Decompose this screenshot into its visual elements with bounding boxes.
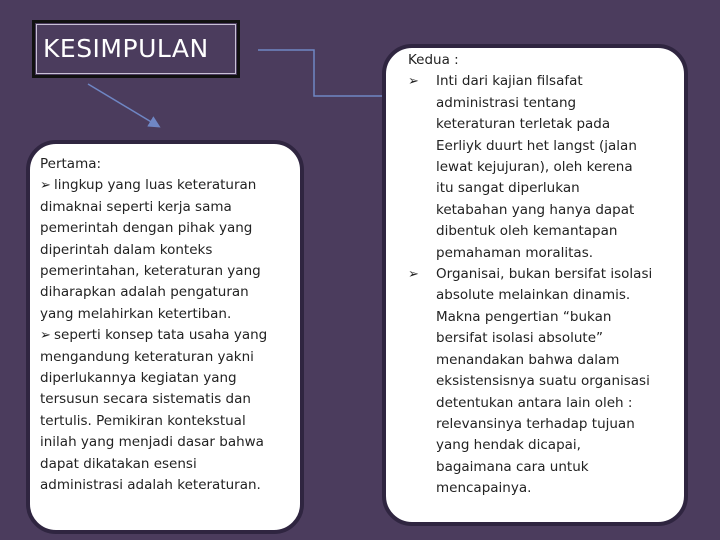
right-card (382, 44, 688, 526)
text-line: diperlukannya kegiatan yang (40, 370, 237, 387)
text-line: pemerintahan, keteraturan yang (40, 263, 261, 280)
text-line: administrasi adalah keteraturan. (40, 477, 261, 494)
text-line: yang melahirkan ketertiban. (40, 305, 232, 322)
text-line: dibentuk oleh kemantapan (436, 223, 618, 240)
text-line: administrasi tentang (436, 94, 577, 111)
arrowhead-bullet-icon: ➢ (408, 74, 419, 90)
right-card-bullet-2 (408, 264, 668, 499)
arrowhead-bullet-icon: ➢ (408, 267, 419, 283)
text-line: ketabahan yang hanya dapat (436, 201, 635, 218)
slide-title: KESIMPULAN (43, 34, 209, 63)
text-line: diperintah dalam konteks (40, 241, 213, 258)
left-card-bullet-1-text: lingkup yang luas keteraturan (54, 177, 257, 194)
text-line: itu sangat diperlukan (436, 180, 580, 197)
right-card-heading: Kedua : (408, 52, 459, 68)
text-line: mengandung keteraturan yakni (40, 348, 254, 365)
text-line: keteraturan terletak pada (436, 116, 611, 133)
text-line: eksistensisnya suatu organisasi (436, 373, 650, 390)
text-line: bagaimana cara untuk (436, 458, 589, 475)
text-line: pemerintah dengan pihak yang (40, 220, 253, 237)
arrowhead-bullet-icon: ➢ (40, 328, 51, 344)
text-line: detentukan antara lain oleh : (436, 394, 633, 411)
text-line: dapat dikatakan esensi (40, 455, 197, 472)
left-card-heading: Pertama: (40, 156, 102, 172)
text-line: relevansinya terhadap tujuan (436, 415, 635, 432)
text-line: yang hendak dicapai, (436, 437, 581, 454)
left-card-bullet-1 (40, 175, 290, 196)
text-line: Inti dari kajian filsafat (436, 73, 583, 90)
text-line: Eerliyk duurt het langst (jalan (436, 137, 637, 154)
text-line: inilah yang menjadi dasar bahwa (40, 434, 264, 451)
left-card (26, 140, 304, 534)
text-line: pemahaman moralitas. (436, 244, 594, 261)
text-line: menandakan bahwa dalam (436, 351, 620, 368)
title-box (32, 20, 240, 78)
text-line: bersifat isolasi absolute” (436, 330, 603, 347)
text-line: lewat kejujuran), oleh kerena (436, 159, 633, 176)
text-line: tertulis. Pemikiran kontekstual (40, 412, 246, 429)
text-line: Makna pengertian “bukan (436, 308, 612, 325)
text-line: diharapkan adalah pengaturan (40, 284, 249, 301)
text-line: Organisai, bukan bersifat isolasi (436, 266, 653, 283)
text-line: tersusun secara sistematis dan (40, 391, 251, 408)
text-line: dimaknai seperti kerja sama (40, 198, 232, 215)
text-line: mencapainya. (436, 480, 532, 497)
left-card-bullet-2-text: seperti konsep tata usaha yang (54, 327, 268, 344)
left-card-bullet-2 (40, 325, 290, 346)
arrow-to-left-card (88, 84, 158, 126)
arrowhead-bullet-icon: ➢ (40, 178, 51, 194)
elbow-connector-to-right-card (258, 50, 392, 96)
text-line: absolute melainkan dinamis. (436, 287, 631, 304)
right-card-bullet-1 (408, 71, 668, 264)
